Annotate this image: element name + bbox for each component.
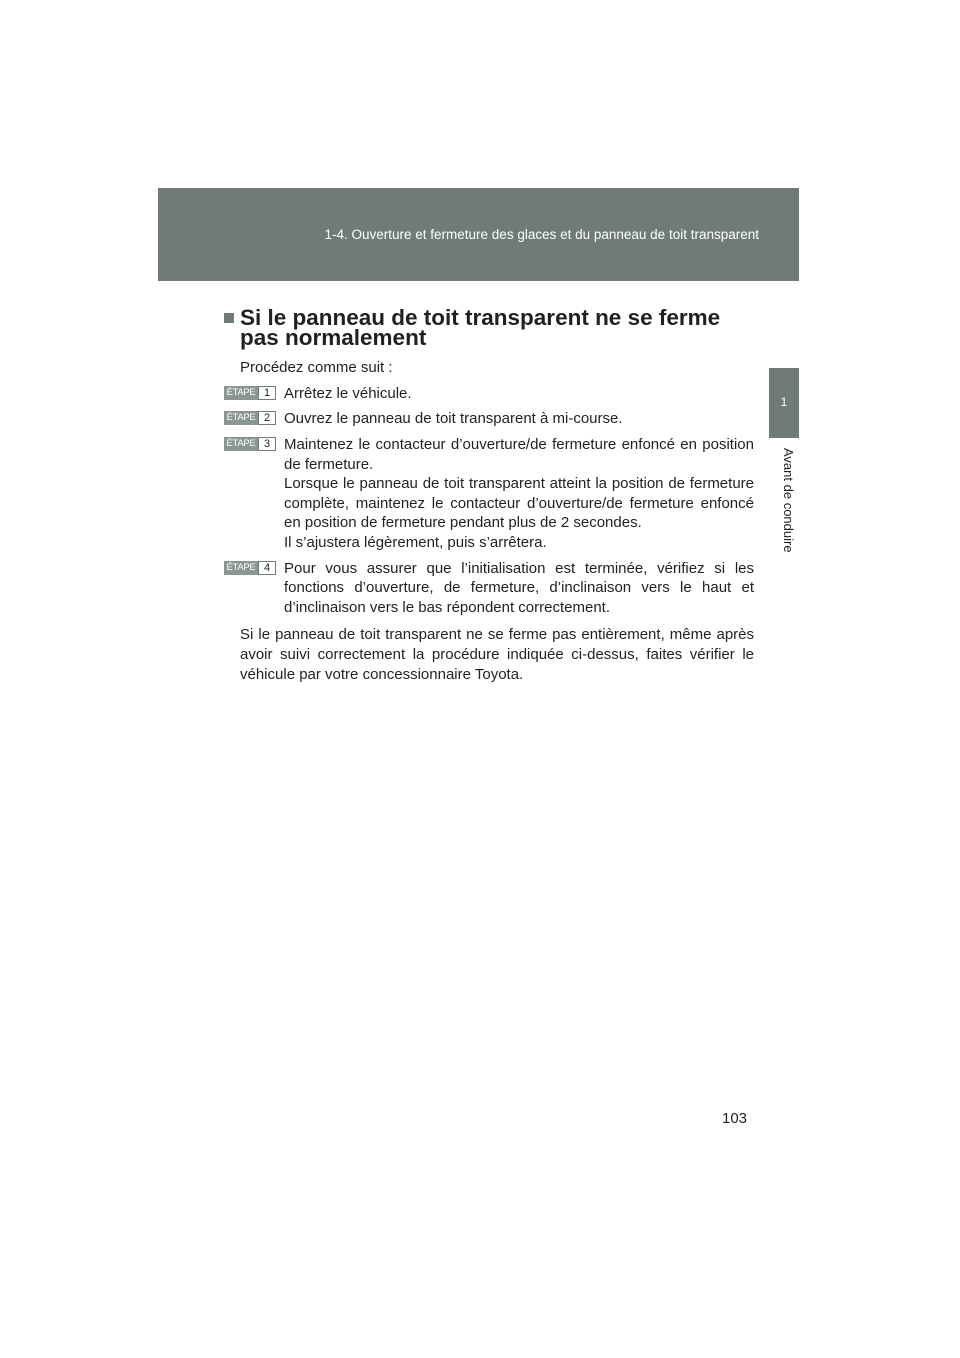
step-badge (224, 386, 276, 400)
section-header-title: 1-4. Ouverture et fermeture des glaces et du panneau de toit transparent (324, 227, 759, 242)
step-badge-number: 3 (258, 437, 276, 451)
step-paragraph: Lorsque le panneau de toit transparent atteint la position de fermeture complète, maintenez le contacteur d’ouverture/de fermeture enfoncé en position de fermeture pendant plus de 2 secondes. (284, 475, 754, 532)
step-item (224, 409, 754, 429)
step-badge (224, 437, 276, 451)
intro-text: Procédez comme suit : (240, 359, 393, 377)
chapter-tab (769, 368, 799, 438)
step-text (284, 409, 754, 429)
step-paragraph: Ouvrez le panneau de toit transparent à mi-course. (284, 410, 623, 428)
chapter-header-band (158, 188, 799, 281)
page-number: 103 (722, 1110, 748, 1127)
step-badge-number: 2 (258, 411, 276, 425)
step-badge-number: 4 (258, 561, 276, 575)
main-content (224, 305, 754, 684)
step-paragraph: Pour vous assurer que l’initialisation est terminée, vérifiez si les fonctions d’ouverture, de fermeture, d’inclinaison vers le haut et d’inclinaison vers le bas répondent correctement. (284, 559, 754, 616)
square-bullet-icon (224, 313, 234, 323)
step-badge-word: ÉTAPE (224, 411, 258, 425)
step-paragraph: Arrêtez le véhicule. (284, 384, 412, 402)
closing-text: Si le panneau de toit transparent ne se ferme pas entièrement, même après avoir suivi correctement la procédure indiquée ci-dessus, faites vérifier le véhicule par votre concessionnaire Toyota. (240, 626, 754, 683)
step-badge-word: ÉTAPE (224, 561, 258, 575)
step-badge-word: ÉTAPE (224, 437, 258, 451)
step-item (224, 384, 754, 404)
chapter-tab-label: Avant de conduire (781, 448, 796, 553)
section-heading-text: Si le panneau de toit transparent ne se ferme pas normalement (240, 305, 721, 350)
step-text (284, 384, 754, 404)
step-text (284, 435, 754, 553)
step-badge (224, 561, 276, 575)
step-badge (224, 411, 276, 425)
step-paragraph: Il s’ajustera légèrement, puis s’arrêtera. (284, 533, 547, 551)
step-item (224, 435, 754, 553)
step-paragraph: Maintenez le contacteur d’ouverture/de fermeture enfoncé en position de fermeture. (284, 435, 754, 473)
section-heading (224, 305, 754, 350)
step-list (224, 384, 754, 618)
chapter-tab-number: 1 (780, 395, 788, 409)
step-text (284, 559, 754, 618)
step-badge-word: ÉTAPE (224, 386, 258, 400)
step-item (224, 559, 754, 618)
step-badge-number: 1 (258, 386, 276, 400)
